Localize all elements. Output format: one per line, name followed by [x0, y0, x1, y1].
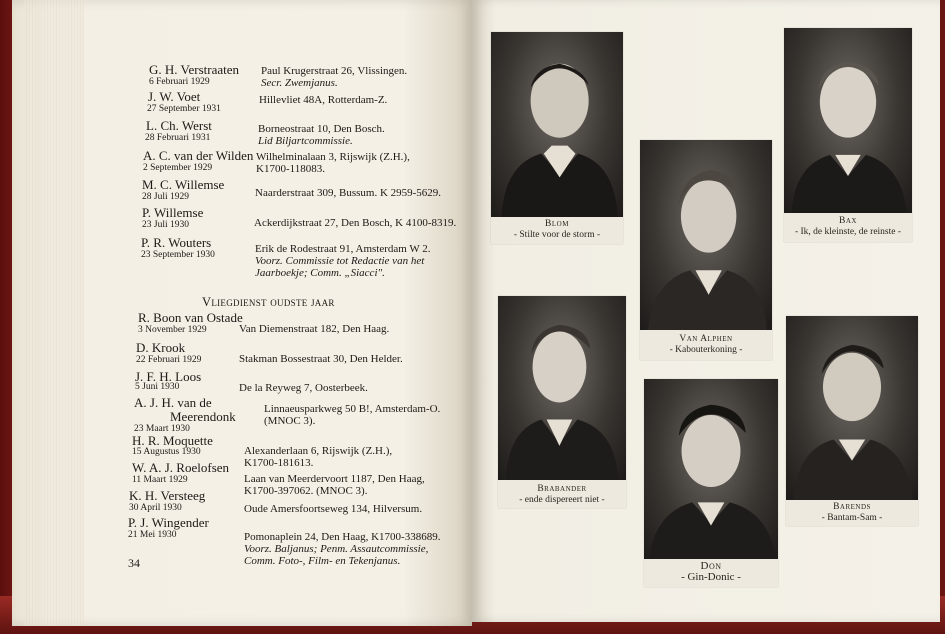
portrait-photo: [491, 32, 623, 217]
entry-name: K. H. Versteeg: [129, 488, 206, 503]
page-number: 34: [128, 556, 140, 570]
entry-address: Stakman Bossestraat 30, Den Helder.: [239, 353, 403, 365]
entry-name: M. C. Willemse: [142, 177, 225, 192]
caption-motto: - Gin-Donic -: [681, 571, 741, 583]
entry-date: 5 Juni 1930: [135, 382, 180, 392]
photo-card-barends: [786, 316, 918, 526]
caption-name: Barends: [833, 502, 871, 512]
entry-date: 27 September 1931: [147, 104, 221, 114]
portrait-silhouette: [784, 28, 912, 213]
photo-card-don: [644, 379, 778, 587]
entry-name: H. R. Moquette: [132, 433, 213, 448]
portrait-silhouette: [498, 296, 626, 480]
caption-motto: - ende dispereert niet -: [519, 495, 605, 505]
caption-motto: - Kabouterkoning -: [669, 345, 743, 355]
entry-date: 23 September 1930: [141, 250, 215, 260]
portrait-silhouette: [644, 379, 778, 559]
entry-address: Borneostraat 10, Den Bosch. Lid Biljartcommissie.: [258, 123, 385, 147]
photo-caption: [784, 216, 912, 238]
right-page: [472, 0, 940, 622]
entry-name: L. Ch. Werst: [146, 118, 212, 133]
entry-date: 3 November 1929: [138, 325, 207, 335]
section-heading: Vliegdienst oudste jaar: [202, 295, 335, 309]
entry-name: P. J. Wingender: [128, 515, 209, 530]
caption-motto: - Bantam-Sam -: [821, 513, 883, 523]
caption-name: Van Alphen: [679, 334, 733, 344]
portrait-photo: [784, 28, 912, 213]
entry-date: 23 Maart 1930: [134, 424, 190, 434]
entry-name: R. Boon van Ostade: [138, 310, 243, 325]
photo-caption: [644, 561, 778, 583]
entry-address: Oude Amersfoortseweg 134, Hilversum.: [244, 503, 423, 515]
portrait-silhouette: [491, 32, 623, 217]
photo-card-blom: [491, 32, 623, 244]
caption-name: Don: [700, 560, 722, 572]
entry-date: 23 Juli 1930: [142, 220, 189, 230]
entry-name: D. Krook: [136, 340, 186, 355]
caption-name: Blom: [545, 219, 569, 229]
photo-card-bax: [784, 28, 912, 242]
entry-date: 6 Februari 1929: [149, 77, 210, 87]
entry-address: Paul Krugerstraat 26, Vlissingen. Secr. Zwemjanus.: [261, 65, 408, 89]
entry-address: Linnaeusparkweg 50 B!, Amsterdam-O. (MNOC 3).: [264, 403, 441, 427]
entry-address: Erik de Rodestraat 91, Amsterdam W 2. Voorz. Commissie tot Redactie van het Jaarboekje; Comm. „Siacci".: [255, 243, 431, 279]
caption-motto: - Ik, de kleinste, de reinste -: [794, 227, 902, 237]
entry-date: 30 April 1930: [129, 503, 182, 513]
photo-caption: [491, 219, 623, 241]
entry-address: Laan van Meerdervoort 1187, Den Haag, K1700-397062. (MNOC 3).: [244, 473, 425, 497]
entry-address: Van Diemenstraat 182, Den Haag.: [239, 323, 390, 335]
entry-address: Pomonaplein 24, Den Haag, K1700-338689. Voorz. Baljanus; Penm. Assautcommissie, Comm. Foto-, Film- en Tekenjanus.: [244, 531, 441, 567]
photo-card-brabander: [498, 296, 626, 508]
photo-caption: [640, 334, 772, 356]
portrait-photo: [640, 140, 772, 330]
entry-address: Ackerdijkstraat 27, Den Bosch, K 4100-8319.: [254, 217, 457, 229]
photo-card-van-alphen: [640, 140, 772, 360]
entry-date: 22 Februari 1929: [136, 355, 202, 365]
entry-name: G. H. Verstraaten: [149, 62, 240, 77]
portrait-photo: [644, 379, 778, 559]
left-page: [12, 0, 472, 626]
entry-name: A. J. H. van de: [134, 395, 212, 410]
entry-address: De la Reyweg 7, Oosterbeek.: [239, 382, 368, 394]
portrait-photo: [498, 296, 626, 480]
entry-name: P. R. Wouters: [141, 235, 212, 250]
entry-name: A. C. van der Wilden: [143, 148, 254, 163]
portrait-silhouette: [640, 140, 772, 330]
entry-name-continued: Meerendonk: [170, 409, 236, 424]
entry-name: J. W. Voet: [148, 89, 201, 104]
caption-name: Brabander: [537, 484, 587, 494]
caption-motto: - Stilte voor de storm -: [513, 230, 601, 240]
page-edges: [24, 0, 84, 626]
entry-name: W. A. J. Roelofsen: [132, 460, 230, 475]
entry-name: P. Willemse: [142, 205, 204, 220]
portrait-photo: [786, 316, 918, 500]
entry-address: Hillevliet 48A, Rotterdam-Z.: [259, 94, 388, 106]
photo-caption: [498, 484, 626, 506]
entry-date: 21 Mei 1930: [128, 530, 177, 540]
entry-date: 11 Maart 1929: [132, 475, 188, 485]
entry-address: Alexanderlaan 6, Rijswijk (Z.H.), K1700-181613.: [244, 445, 393, 469]
entry-date: 15 Augustus 1930: [132, 447, 201, 457]
entry-date: 2 September 1929: [143, 163, 213, 173]
entry-name: J. F. H. Loos: [135, 369, 202, 384]
entry-address: Wilhelminalaan 3, Rijswijk (Z.H.), K1700-118083.: [256, 151, 410, 175]
portrait-silhouette: [786, 316, 918, 500]
caption-name: Bax: [839, 216, 857, 226]
entry-address: Naarderstraat 309, Bussum. K 2959-5629.: [255, 187, 442, 199]
photo-caption: [786, 502, 918, 524]
entry-date: 28 Februari 1931: [145, 133, 211, 143]
entry-date: 28 Juli 1929: [142, 192, 189, 202]
